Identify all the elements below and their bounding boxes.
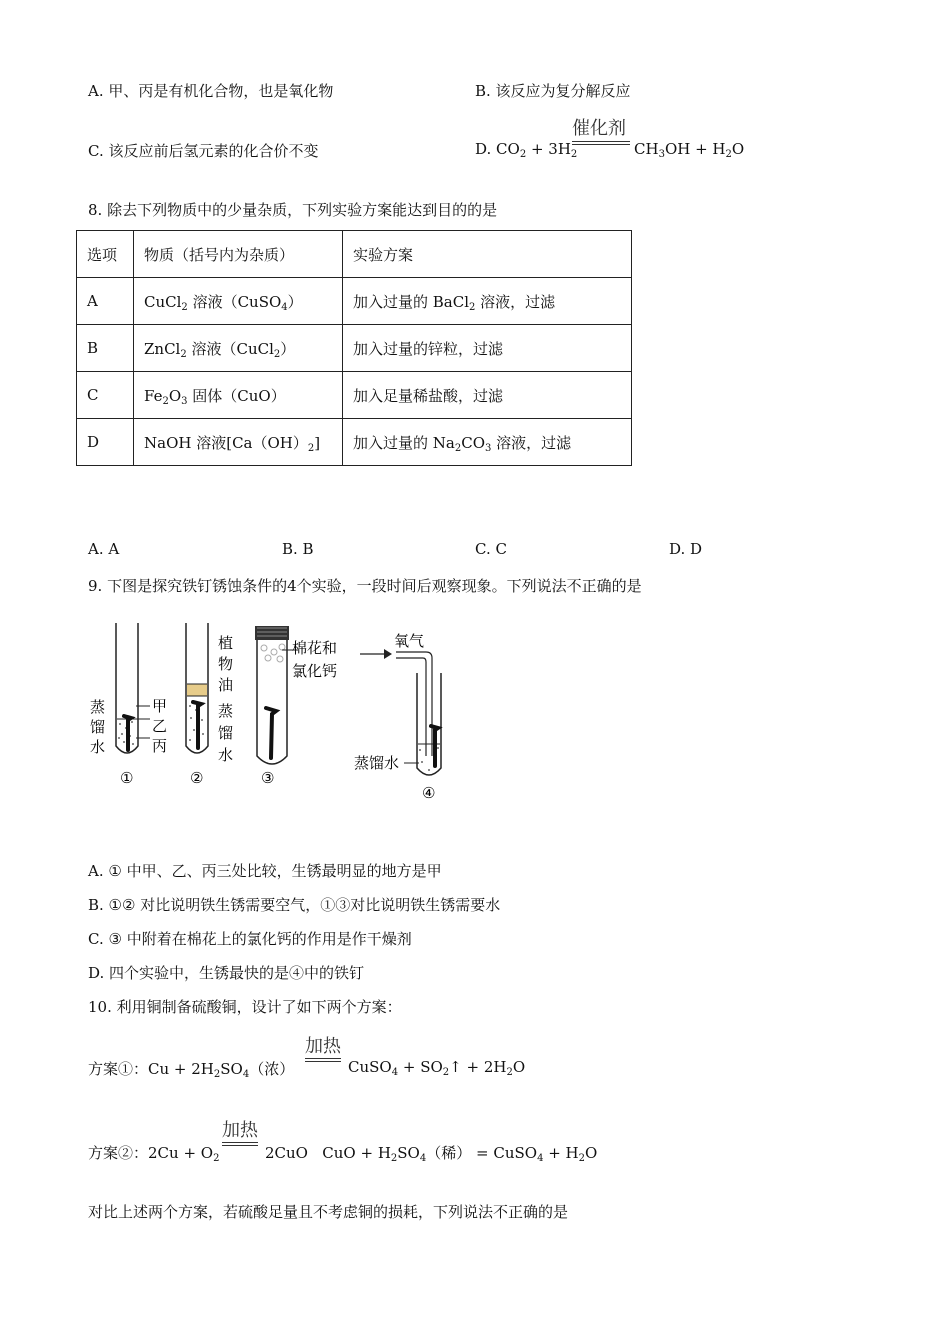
q10-conclusion: 对比上述两个方案，若硫酸足量且不考虑铜的损耗，下列说法不正确的是: [88, 1203, 569, 1221]
t2-label-6: 水: [218, 746, 234, 764]
q7-option-d-prefix: D.: [475, 140, 497, 158]
t1-mark-jia: 甲: [152, 697, 168, 715]
t2-label-5: 馏: [218, 724, 234, 742]
table-cell-substance: NaOH 溶液$[Ca(OH)_2]$: [134, 419, 343, 466]
q7-catalyst-label: 催化剂: [572, 118, 626, 139]
q8-stem: 8. 除去下列物质中的少量杂质，下列实验方案能达到目的的是: [88, 201, 498, 219]
t1-mark-bing: 丙: [152, 737, 168, 755]
table-cell-key: B: [77, 325, 134, 372]
plan1-reaction-equals: [305, 1058, 341, 1062]
plan2-left: 方案②：$2Cu + O_2$: [88, 1144, 220, 1164]
q9-option-d: D. 四个实验中，生锈最快的是④中的铁钉: [88, 964, 365, 982]
q8-answer-c: C. C: [475, 540, 507, 558]
t2-label-3: 油: [218, 676, 234, 694]
t2-label-4: 蒸: [218, 702, 234, 720]
test-tube-2: [186, 623, 233, 787]
t2-label-2: 物: [218, 655, 234, 673]
q7-option-b: B. 该反应为复分解反应: [475, 82, 631, 100]
table-header-cell: 物质（括号内为杂质）: [134, 231, 343, 278]
t3-label-2: 氯化钙: [292, 662, 338, 680]
table-cell-method: 加入过量的锌粒，过滤: [343, 325, 632, 372]
tube-number-4: ④: [422, 784, 436, 802]
table-cell-key: A: [77, 278, 134, 325]
q9-option-c: C. ③ 中附着在棉花上的氯化钙的作用是作干燥剂: [88, 930, 412, 948]
plan1-left: 方案①：$Cu + 2H_2SO_4$（浓）: [88, 1060, 295, 1080]
table-row: [77, 419, 632, 466]
q7-option-d-right: $CH_3OH + H_2O$: [634, 140, 745, 160]
table-cell-substance: $Fe_2O_3$ 固体（CuO）: [134, 372, 343, 419]
table-row: [77, 325, 632, 372]
q7-option-d-left: D. $CO_2 + 3H_2$: [475, 140, 578, 160]
t4-water-label: 蒸馏水: [354, 754, 400, 772]
table-cell-substance: CuCl$_2$ 溶液（CuSO$_4$）: [134, 278, 343, 325]
q9-option-b: B. ①② 对比说明铁生锈需要空气，①③对比说明铁生锈需要水: [88, 896, 501, 914]
table-row: [77, 372, 632, 419]
table-cell-method: 加入过量的 BaCl$_2$ 溶液，过滤: [343, 278, 632, 325]
t3-label-1: 棉花和: [292, 639, 338, 657]
rusting-experiment-figure: [86, 618, 466, 808]
table-cell-method: 加入过量的 $Na_2CO_3$ 溶液，过滤: [343, 419, 632, 466]
q7-reaction-equals: [572, 141, 630, 145]
table-row: [77, 278, 632, 325]
q9-option-a: A. ① 中甲、乙、丙三处比较，生锈最明显的地方是甲: [88, 862, 442, 880]
tube-number-2: ②: [190, 769, 204, 787]
t1-mark-yi: 乙: [152, 717, 168, 735]
q9-stem: 9. 下图是探究铁钉锈蚀条件的4个实验，一段时间后观察现象。下列说法不正确的是: [88, 577, 642, 595]
t1-water-label-3: 水: [90, 738, 106, 756]
table-cell-key: D: [77, 419, 134, 466]
test-tube-3: [255, 626, 337, 787]
table-header-cell: 选项: [77, 231, 134, 278]
plan1-label: 方案①：: [88, 1060, 149, 1078]
q7-option-a: A. 甲、丙是有机化合物，也是氧化物: [88, 82, 334, 100]
plan2-label: 方案②：: [88, 1144, 149, 1162]
test-tube-1: [90, 623, 167, 787]
tube-number-3: ③: [261, 769, 275, 787]
test-tube-4: [354, 632, 441, 802]
plan2-right: 2CuO CuO + $H_2SO_4$（稀） = CuSO$_4$ + $H_2O$: [265, 1144, 598, 1164]
table-header-cell: 实验方案: [343, 231, 632, 278]
table-cell-key: C: [77, 372, 134, 419]
plan1-right: CuSO$_4$ + $SO_2↑ + 2H_2O$: [348, 1058, 526, 1078]
table-header-row: [77, 231, 632, 278]
plan1-heat-label: 加热: [305, 1036, 341, 1057]
q10-stem: 10. 利用铜制备硫酸铜，设计了如下两个方案：: [88, 998, 402, 1016]
t1-water-label-1: 蒸: [90, 698, 106, 716]
t4-gas-label: 氧气: [394, 632, 425, 650]
plan2-heat-label: 加热: [222, 1120, 258, 1141]
t2-label-1: 植: [218, 634, 234, 652]
tube-number-1: ①: [120, 769, 134, 787]
q7-option-c: C. 该反应前后氢元素的化合价不变: [88, 142, 319, 160]
plan2-reaction-equals: [222, 1142, 258, 1146]
q8-answer-d: D. D: [669, 540, 703, 558]
table-cell-substance: ZnCl$_2$ 溶液（CuCl$_2$）: [134, 325, 343, 372]
q8-options-table: [76, 230, 632, 466]
q8-answer-a: A. A: [88, 540, 120, 558]
table-cell-method: 加入足量稀盐酸，过滤: [343, 372, 632, 419]
t1-water-label-2: 馏: [90, 718, 106, 736]
q8-answer-b: B. B: [282, 540, 314, 558]
